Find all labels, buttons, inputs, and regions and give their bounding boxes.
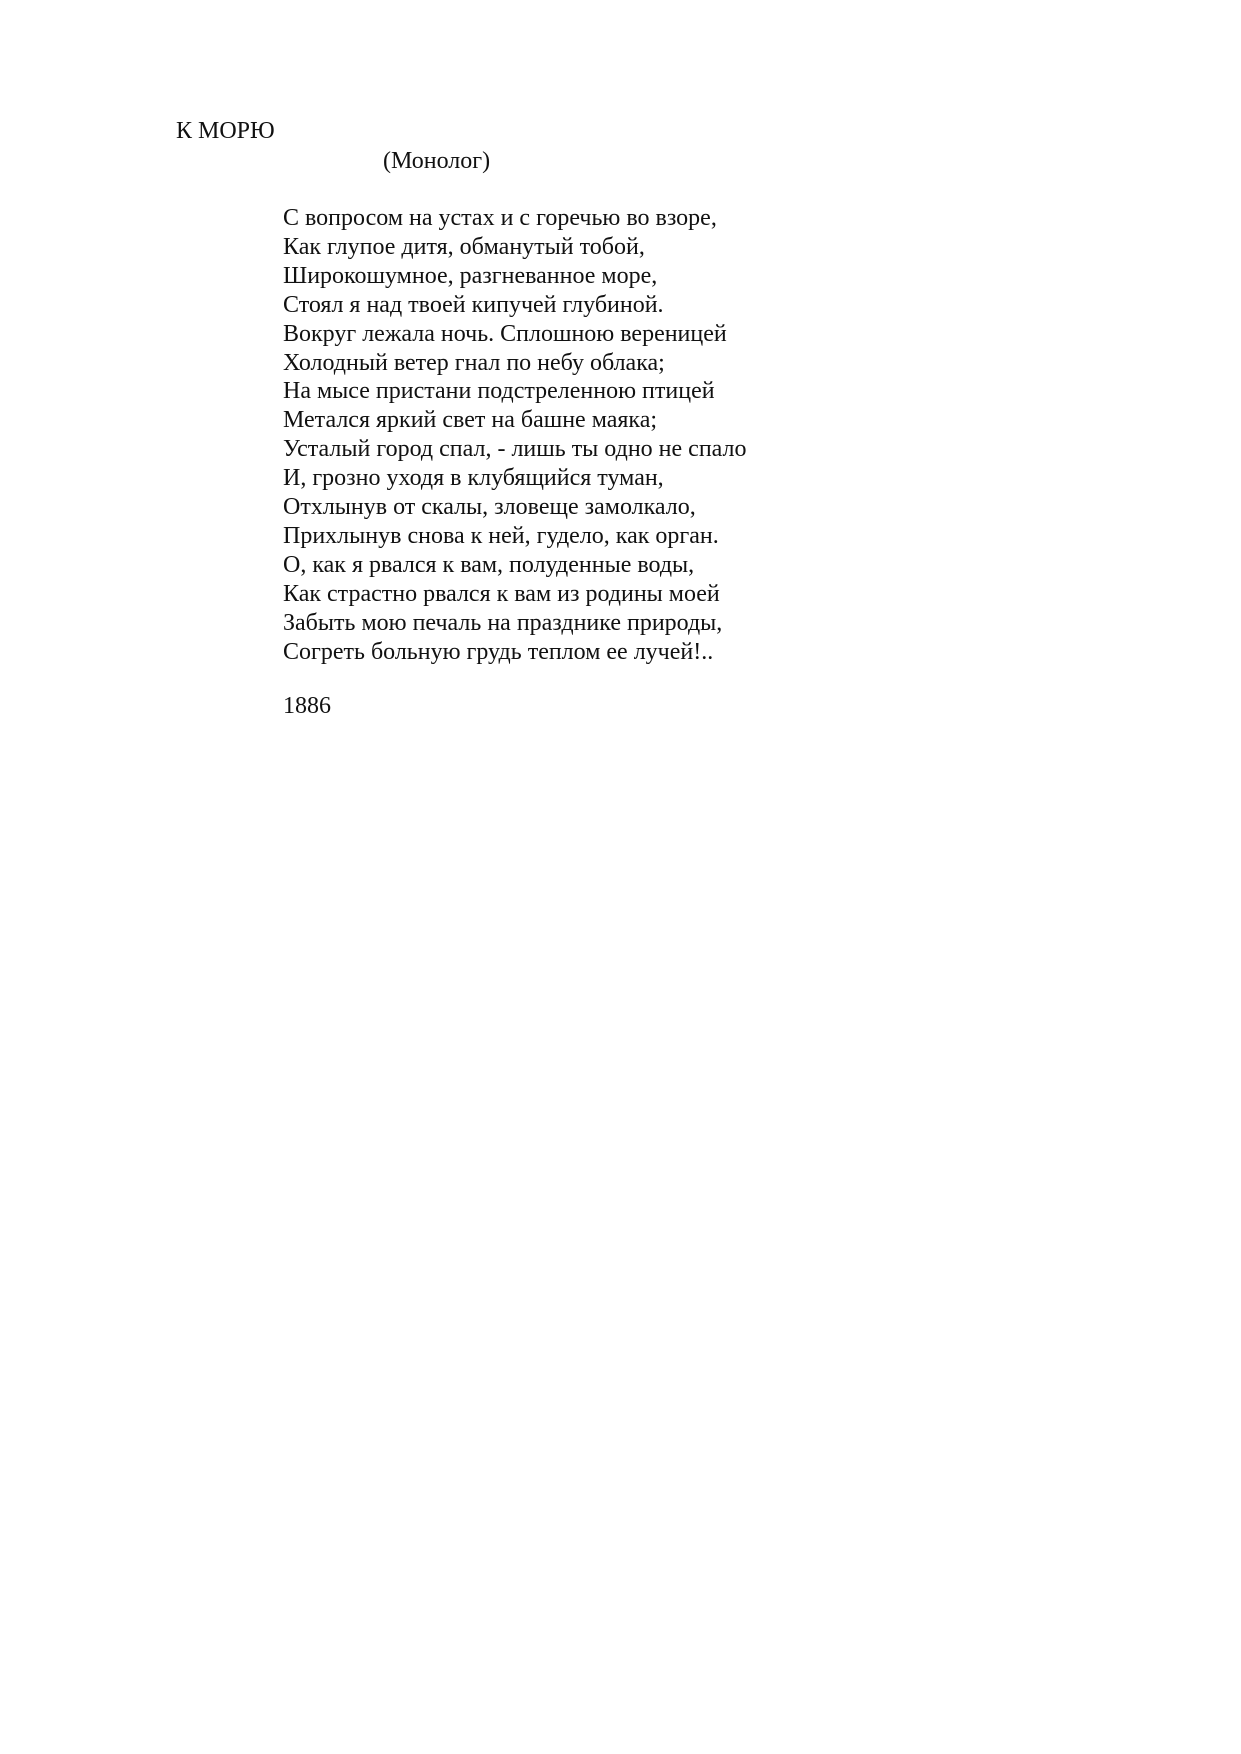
poem-year: 1886 xyxy=(283,693,331,719)
poem-line: Холодный ветер гнал по небу облака; xyxy=(283,349,665,376)
poem-line: Прихлынув снова к ней, гудело, как орган. xyxy=(283,522,719,549)
poem-line: Вокруг лежала ночь. Сплошною вереницей xyxy=(283,320,727,347)
poem-line: Согреть больную грудь теплом ее лучей!.. xyxy=(283,638,714,665)
poem-line: Широкошумное, разгневанное море, xyxy=(283,262,658,289)
poem-line: О, как я рвался к вам, полуденные воды, xyxy=(283,551,695,578)
poem-line: Как страстно рвался к вам из родины моей xyxy=(283,580,720,607)
poem-line: Отхлынув от скалы, зловеще замолкало, xyxy=(283,494,696,521)
poem-line: На мысе пристани подстреленною птицей xyxy=(283,378,715,405)
poem-line: Как глупое дитя, обманутый тобой, xyxy=(283,233,645,260)
poem-line: Стоял я над твоей кипучей глубиной. xyxy=(283,291,664,318)
poem-line: Усталый город спал, - лишь ты одно не спало xyxy=(283,436,747,463)
poem-line: С вопросом на устах и с горечью во взоре, xyxy=(283,205,717,231)
poem-line: Метался яркий свет на башне маяка; xyxy=(283,407,658,434)
poem-title: К МОРЮ xyxy=(176,118,275,144)
poem-subtitle: (Монолог) xyxy=(383,148,491,174)
poem-line: Забыть мою печаль на празднике природы, xyxy=(283,609,723,636)
poem-line: И, грозно уходя в клубящийся туман, xyxy=(283,465,664,492)
poem-body xyxy=(283,204,747,667)
